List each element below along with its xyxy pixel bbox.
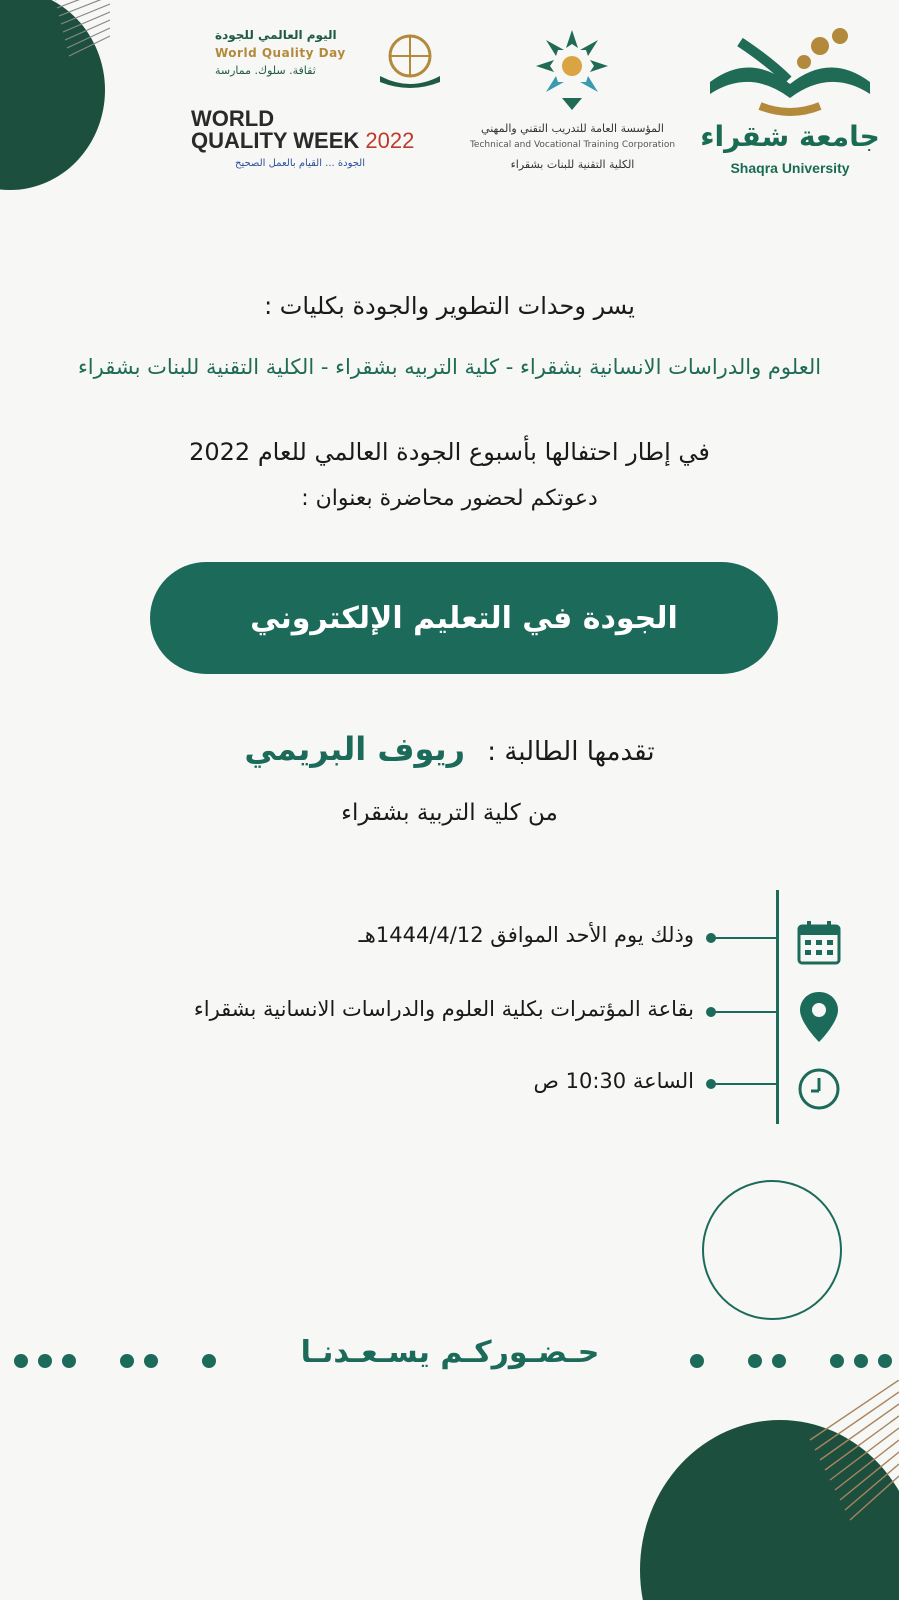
tvtc-english: Technical and Vocational Training Corporation: [469, 140, 676, 150]
decorative-blob-bottom-right: [640, 1380, 899, 1600]
tvtc-college: الكلية التقنية للبنات بشقراء: [510, 158, 635, 171]
event-date: وذلك يوم الأحد الموافق 1444/4/12هـ: [358, 923, 694, 947]
footer-welcome-text: حـضـوركـم يسـعـدنـا: [300, 1335, 600, 1370]
world-quality-logo: [191, 22, 455, 182]
tvtc-logo: [450, 22, 695, 182]
wqd-english: World Quality Day: [215, 46, 346, 60]
timeline-connector: [710, 1083, 776, 1085]
presenter-row: [0, 730, 899, 768]
footer-dots-right: [690, 1354, 892, 1368]
lecture-title: الجودة في التعليم الإلكتروني: [150, 562, 778, 674]
timeline-dot: [706, 1007, 716, 1017]
intro-text: يسر وحدات التطوير والجودة بكليات :: [264, 292, 635, 320]
clock-icon: [796, 1066, 842, 1112]
open-book-icon: [700, 22, 880, 122]
colleges-list: العلوم والدراسات الانسانية بشقراء - كلية التربيه بشقراء - الكلية التقنية للبنات بشقراء: [77, 355, 822, 379]
decorative-blob-top-left: [0, 0, 110, 190]
occasion-text: في إطار احتفالها بأسبوع الجودة العالمي للعام 2022: [189, 438, 710, 466]
university-name-arabic: جامعة شقراء: [700, 120, 880, 153]
wqw-tagline: الجودة ... القيام بالعمل الصحيح: [235, 158, 366, 169]
timeline-dot: [706, 933, 716, 943]
event-location: بقاعة المؤتمرات بكلية العلوم والدراسات الانسانية بشقراء: [193, 997, 694, 1021]
timeline-dot: [706, 1079, 716, 1089]
globe-book-icon: [375, 32, 445, 92]
event-time: الساعة 10:30 ص: [533, 1069, 694, 1093]
presenter-name: ريوف البريمي: [244, 730, 466, 768]
timeline-line: [776, 890, 779, 1124]
presenter-label: تقدمها الطالبة :: [487, 737, 655, 767]
wqd-arabic: اليوم العالمي للجودة: [215, 28, 337, 42]
tvtc-arabic: المؤسسة العامة للتدريب التقني والمهني: [481, 122, 664, 135]
location-pin-icon: [796, 990, 842, 1044]
calendar-icon: [796, 920, 842, 966]
invite-text: دعوتكم لحضور محاضرة بعنوان :: [301, 486, 598, 511]
timeline-connector: [710, 937, 776, 939]
wqw-line1: WORLD: [191, 106, 275, 131]
wqw-line2: QUALITY WEEK 2022: [191, 128, 415, 153]
timeline-connector: [710, 1011, 776, 1013]
tvtc-star-icon: [532, 26, 612, 114]
presenter-college: من كلية التربية بشقراء: [341, 800, 558, 826]
wqd-slogan: ثقافة. سلوك. ممارسة: [215, 64, 316, 77]
shaqra-university-logo: [690, 20, 890, 180]
footer-dots-left: [14, 1354, 216, 1368]
decorative-circle: [702, 1180, 842, 1320]
university-name-english: Shaqra University: [730, 160, 850, 176]
